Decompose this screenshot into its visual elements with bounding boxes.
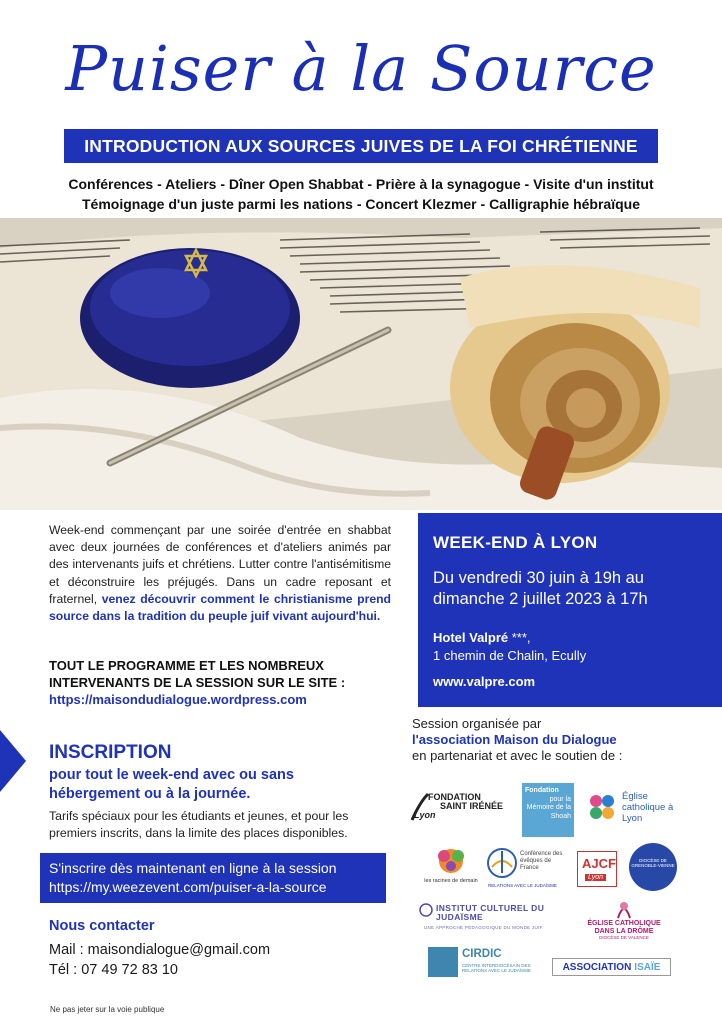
logo-ajcf-text: AJCF bbox=[582, 856, 616, 871]
logo-icj-text: INSTITUT CULTUREL DU JUDAÏSME bbox=[436, 903, 545, 922]
weekend-info-box bbox=[418, 513, 722, 707]
session-organizers bbox=[412, 716, 712, 764]
programme-link[interactable]: https://maisondudialogue.wordpress.com bbox=[49, 692, 307, 707]
hotel-name: Hotel Valpré bbox=[433, 630, 509, 645]
logo-conference-eveques bbox=[486, 845, 564, 891]
logo-fsi-line-3: Lyon bbox=[414, 810, 436, 820]
inscription-title: INSCRIPTION bbox=[49, 742, 172, 763]
logo-ecd-text: ÉGLISE CATHOLIQUE DANS LA DRÔME bbox=[587, 920, 661, 935]
contact-mail[interactable]: Mail : maisondialogue@gmail.com bbox=[49, 942, 271, 958]
registration-link[interactable]: https://my.weezevent.com/puiser-a-la-source bbox=[49, 879, 327, 895]
session-line-3: en partenariat et avec le soutien de : bbox=[412, 748, 623, 763]
logo-diocese-grenoble bbox=[629, 843, 677, 891]
contact-title: Nous contacter bbox=[49, 918, 155, 934]
cirdic-emblem-icon bbox=[428, 947, 458, 977]
session-association: l'association Maison du Dialogue bbox=[412, 732, 617, 747]
hotel-stars: ***, bbox=[508, 630, 531, 645]
activities-line-2: Témoignage d'un juste parmi les nations - Concert Klezmer - Calligraphie hébraïque bbox=[82, 196, 640, 212]
online-registration-banner bbox=[40, 853, 386, 903]
contact-phone[interactable]: Tél : 07 49 72 83 10 bbox=[49, 962, 178, 978]
logo-racines-de-demain bbox=[424, 846, 478, 888]
logo-cef-sub: RELATIONS AVEC LE JUDAÏSME bbox=[488, 883, 557, 888]
intro-text: Week-end commençant par une soirée d'entrée en shabbat avec deux journées de conférences et d'ateliers animés par des intervenants juifs et chrétiens. Lutter contre l'antisémitisme et déconstruire les préjugés. Dans un cadre reposant et fraternel, bbox=[49, 523, 391, 606]
activities-list bbox=[0, 174, 722, 214]
logo-cirdic-sub: CENTRE INTERDIOCÉSAIN DES RELATIONS AVEC LE JUDAÏSME bbox=[462, 963, 531, 973]
inscription-subtitle-line-1: pour tout le week-end avec ou sans bbox=[49, 767, 294, 783]
logo-isaie-a: ASSOCIATION bbox=[562, 961, 632, 973]
poster-title: Puiser à la Source bbox=[65, 32, 657, 105]
programme-block bbox=[49, 657, 399, 708]
logo-cirdic-text: CIRDIC bbox=[462, 948, 502, 960]
logo-icj-sub: UNE APPROCHE PÉDAGOGIQUE DU MONDE JUIF bbox=[424, 925, 543, 930]
logo-institut-culturel-judaisme bbox=[418, 900, 548, 934]
logo-ecl-text: Église catholique à Lyon bbox=[622, 791, 674, 824]
weekend-dates bbox=[433, 568, 722, 610]
logo-memoire-shoah bbox=[522, 783, 574, 837]
activities-line-1: Conférences - Ateliers - Dîner Open Shabbat - Prière à la synagogue - Visite d'un institut bbox=[68, 176, 654, 192]
logo-eglise-drome bbox=[578, 898, 670, 942]
logo-eglise-lyon bbox=[586, 789, 686, 829]
logo-fsi-line-1: FONDATION bbox=[428, 792, 481, 802]
session-line-1: Session organisée par bbox=[412, 716, 542, 731]
logo-cirdic bbox=[428, 947, 538, 979]
logo-ajcf-city: Lyon bbox=[585, 874, 606, 881]
logo-fms-top: Fondation bbox=[525, 787, 559, 794]
footnote: Ne pas jeter sur la voie publique bbox=[50, 1005, 165, 1014]
subtitle-banner bbox=[64, 129, 658, 163]
online-registration-text: S'inscrire dès maintenant en ligne à la session bbox=[49, 860, 337, 876]
weekend-venue bbox=[433, 629, 722, 665]
torah-kippah-photo bbox=[0, 218, 722, 510]
subtitle-text: INTRODUCTION AUX SOURCES JUIVES DE LA FOI CHRÉTIENNE bbox=[84, 135, 638, 156]
weekend-dates-line-2: dimanche 2 juillet 2023 à 17h bbox=[433, 590, 648, 608]
logo-fsi-line-2: SAINT IRÉNÉE bbox=[440, 801, 504, 811]
logo-fondation-saint-irenee bbox=[410, 788, 510, 824]
logo-grn-text: DIOCÈSE DE GRENOBLE-VIENNE bbox=[631, 858, 675, 868]
hotel-address: 1 chemin de Chalin, Ecully bbox=[433, 648, 587, 663]
intro-paragraph bbox=[49, 522, 391, 625]
logo-ajcf bbox=[577, 851, 617, 887]
programme-line-1: TOUT LE PROGRAMME ET LES NOMBREUX bbox=[49, 658, 324, 673]
weekend-dates-line-1: Du vendredi 30 juin à 19h au bbox=[433, 569, 644, 587]
weekend-title: WEEK-END À LYON bbox=[433, 533, 598, 552]
logo-association-isaie bbox=[552, 958, 671, 976]
logo-isaie-b: ISAÏE bbox=[634, 961, 661, 973]
arrow-marker-icon bbox=[0, 730, 26, 792]
inscription-subtitle-line-2: hébergement ou à la journée. bbox=[49, 786, 251, 802]
venue-website-link[interactable]: www.valpre.com bbox=[433, 674, 536, 689]
logo-cef-text: Conférence des évêques de France bbox=[520, 851, 563, 871]
logo-ecd-sub: DIOCÈSE DE VALENCE bbox=[599, 935, 649, 940]
intro-highlight: venez découvrir comment le christianisme prend source dans la tradition du peuple juif vivant aujourd'hui. bbox=[49, 591, 391, 624]
logo-fms-bottom: pour la Mémoire de la Shoah bbox=[526, 795, 571, 820]
inscription-subtitle bbox=[49, 766, 389, 804]
pricing-note: Tarifs spéciaux pour les étudiants et jeunes, et pour les premiers inscrits, dans la limite des places disponibles. bbox=[49, 809, 349, 840]
logo-rac-text: les racines de demain bbox=[424, 878, 478, 884]
programme-line-2: INTERVENANTS DE LA SESSION SUR LE SITE : bbox=[49, 675, 346, 690]
